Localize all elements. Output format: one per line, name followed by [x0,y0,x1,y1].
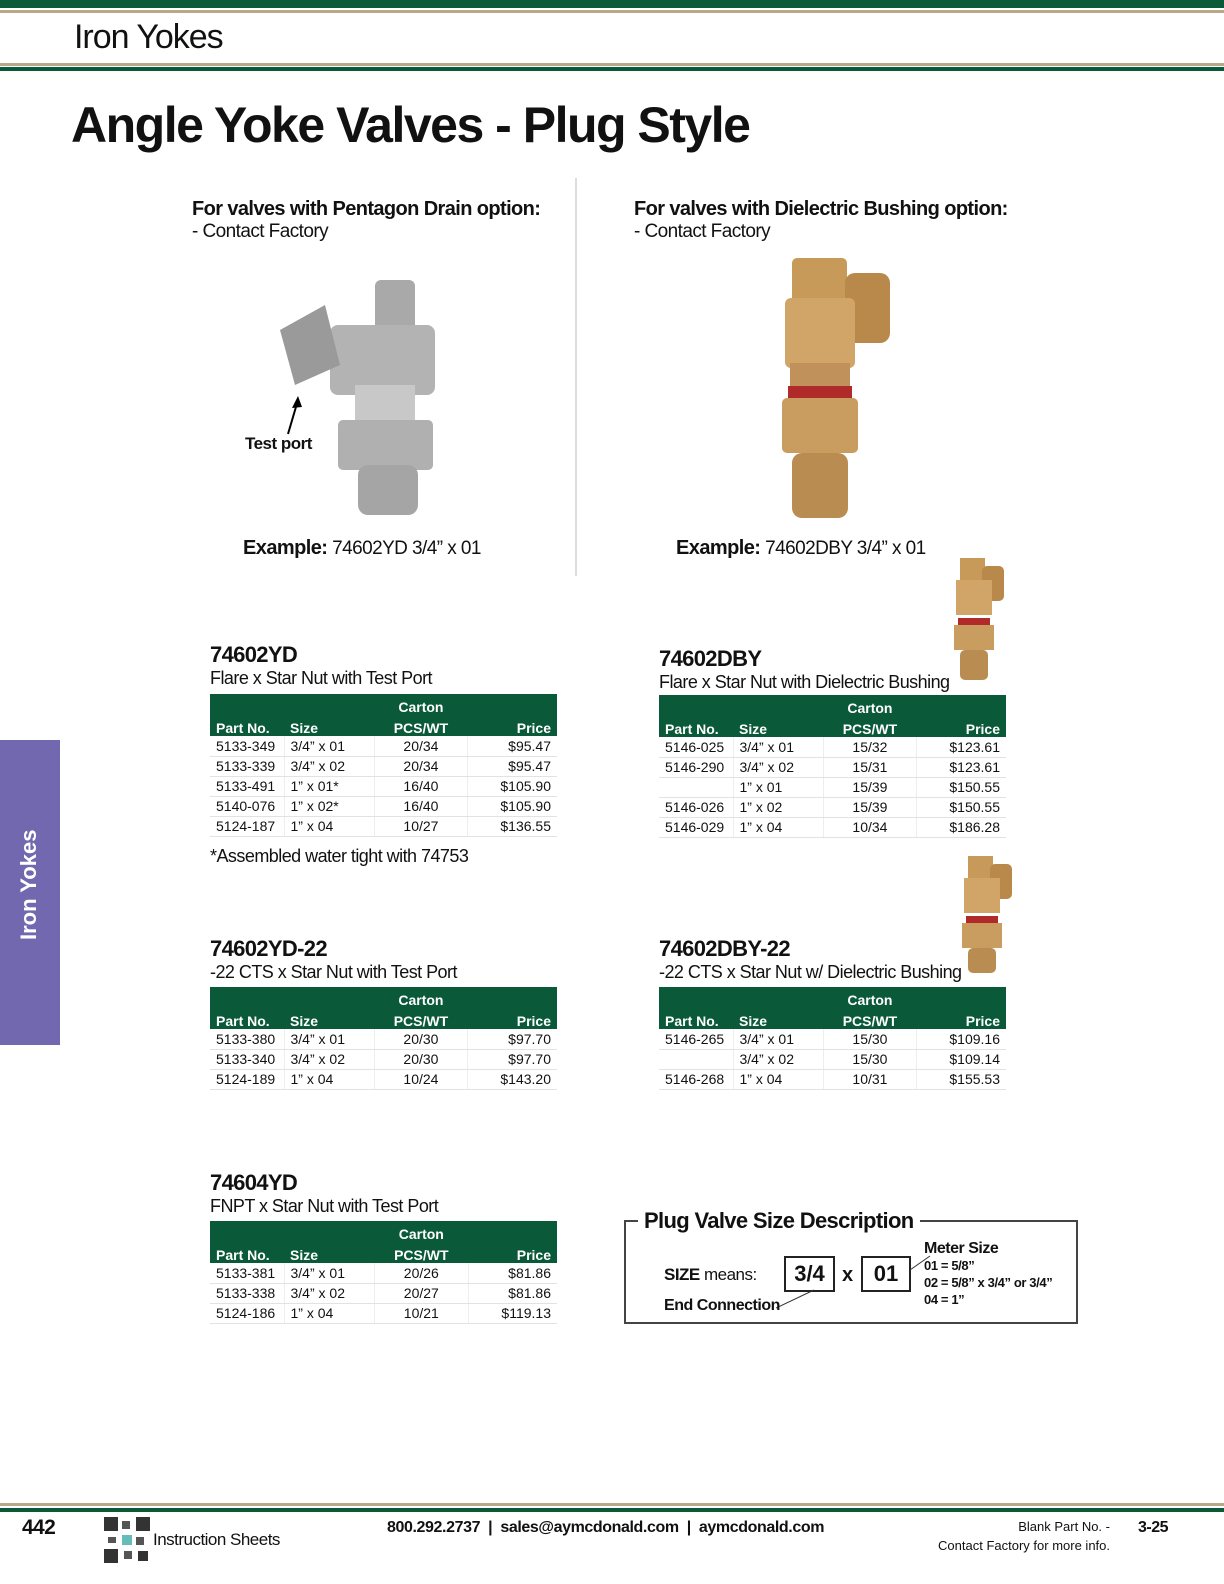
size-description-title: Plug Valve Size Description [638,1208,920,1234]
col-part-no: Part No. [659,716,733,737]
table-row [210,776,557,796]
table-header-row [659,1008,1006,1029]
table-row [659,737,1006,757]
carton-cell: 20/34 [374,756,468,776]
side-tab [0,740,60,1045]
part-number-cell: 5133-339 [210,756,284,776]
top-rule-tan [0,10,1224,13]
col-carton: PCS/WT [374,1008,468,1029]
carton-cell: 20/26 [374,1263,469,1283]
col-size: Size [733,1008,823,1029]
part-number-cell: 5140-076 [210,796,284,816]
test-port-label: Test port [245,434,312,453]
blank-part-note [885,1517,1110,1555]
part-number-cell: 5124-187 [210,816,284,836]
part-number-cell [659,1049,733,1069]
carton-cell: 16/40 [374,776,468,796]
table-row [210,796,557,816]
carton-cell: 10/21 [374,1303,469,1323]
qr-code-icon[interactable] [104,1517,150,1563]
table-row [210,1303,557,1323]
col-carton: PCS/WT [374,715,468,736]
size-cell: 3/4” x 02 [284,1049,374,1069]
price-cell: $123.61 [917,757,1006,777]
size-cell: 3/4” x 01 [284,736,374,756]
end-connection-leader [776,1288,816,1310]
price-cell: $136.55 [468,816,557,836]
page-number: 442 [22,1516,56,1539]
col-carton: PCS/WT [823,1008,917,1029]
size-means: SIZE means: [664,1265,757,1284]
size-cell: 3/4” x 02 [284,756,374,776]
carton-cell: 15/31 [823,757,917,777]
part-number-cell: 5133-381 [210,1263,284,1283]
meter-size-legend: Meter Size 01 = 5/8” 02 = 5/8” x 3/4” or 3/4” 04 = 1” [924,1240,1053,1307]
product-heading [659,646,950,693]
example-pentagon: Example: 74602YD 3/4” x 01 [243,537,481,559]
option-dielectric: For valves with Dielectric Bushing option: - Contact Factory [634,198,1008,242]
col-price: Price [917,1008,1006,1029]
col-part-no: Part No. [210,715,284,736]
table-row [210,1029,557,1049]
product-sku: 74602YD [210,642,298,667]
product-description: -22 CTS x Star Nut w/ Dielectric Bushing [659,962,962,982]
col-price: Price [917,716,1006,737]
col-size: Size [284,1242,374,1263]
part-number-cell: 5133-349 [210,736,284,756]
col-price: Price [468,715,557,736]
product-description: -22 CTS x Star Nut with Test Port [210,962,457,982]
carton-cell: 20/30 [374,1029,468,1049]
price-table [659,695,1006,838]
carton-cell: 20/27 [374,1283,469,1303]
col-part-no: Part No. [210,1008,284,1029]
table-row [210,736,557,756]
price-cell: $81.86 [469,1263,557,1283]
option-pentagon: For valves with Pentagon Drain option: - Contact Factory [192,198,541,242]
blank-part-line-1: Blank Part No. - [1018,1519,1110,1534]
price-cell: $109.14 [917,1049,1006,1069]
product-sku: 74602YD-22 [210,936,327,961]
carton-cell: 15/32 [823,737,917,757]
size-cell: 1” x 04 [733,817,823,837]
table-header-row [210,1221,557,1242]
size-cell: 1” x 04 [284,1069,374,1089]
product-heading [659,936,962,983]
col-carton-top: Carton [823,695,917,716]
table-row [210,1263,557,1283]
test-port-arrow-icon [284,396,304,436]
end-connection-box: 3/4 [784,1256,835,1292]
contact-info: 800.292.2737 | sales@aymcdonald.com | aymcdonald.com [387,1519,825,1536]
brass-valve-thumb-22 [958,856,1018,976]
table-row [210,816,557,836]
product-description: FNPT x Star Nut with Test Port [210,1196,439,1216]
price-cell: $186.28 [917,817,1006,837]
part-number-cell: 5146-029 [659,817,733,837]
col-part-no: Part No. [210,1242,284,1263]
part-number-cell: 5146-290 [659,757,733,777]
col-carton: PCS/WT [374,1242,469,1263]
col-carton-top: Carton [374,987,468,1008]
table-header-row [210,1242,557,1263]
price-table [210,987,557,1090]
table-header-row [659,987,1006,1008]
price-table [210,1221,557,1324]
table-header-row [659,695,1006,716]
table-row [659,1029,1006,1049]
carton-cell: 10/24 [374,1069,468,1089]
carton-cell: 15/39 [823,777,917,797]
col-size: Size [733,716,823,737]
part-number-cell [659,777,733,797]
product-heading [210,1170,438,1217]
price-cell: $109.16 [917,1029,1006,1049]
table-row [659,1049,1006,1069]
size-cell: 1” x 01 [733,777,823,797]
price-table [659,987,1006,1090]
col-carton: PCS/WT [823,716,917,737]
col-carton-top: Carton [374,1221,469,1242]
header-rule-tan [0,63,1224,66]
product-sku: 74604YD [210,1170,298,1195]
carton-cell: 16/40 [374,796,468,816]
col-carton-top: Carton [374,694,468,715]
product-heading [210,642,432,689]
part-number-cell: 5133-491 [210,776,284,796]
table-row [210,756,557,776]
product-sku: 74602DBY-22 [659,936,790,961]
table-row [210,1069,557,1089]
table-row [210,1283,557,1303]
col-size: Size [284,715,374,736]
price-cell: $105.90 [468,796,557,816]
price-cell: $119.13 [469,1303,557,1323]
size-cell: 3/4” x 02 [284,1283,374,1303]
carton-cell: 15/39 [823,797,917,817]
side-tab-label: Iron Yokes [16,829,41,940]
price-cell: $123.61 [917,737,1006,757]
times-sign: x [842,1264,854,1286]
carton-cell: 20/30 [374,1049,468,1069]
part-number-cell: 5146-025 [659,737,733,757]
size-cell: 3/4” x 01 [284,1263,374,1283]
carton-cell: 15/30 [823,1049,917,1069]
price-cell: $143.20 [468,1069,557,1089]
column-divider [575,178,577,576]
carton-cell: 20/34 [374,736,468,756]
carton-cell: 15/30 [823,1029,917,1049]
table-row [659,817,1006,837]
footer-rule [0,1508,1224,1512]
top-rule [0,0,1224,8]
table-header-row [210,715,557,736]
product-sku: 74602DBY [659,646,762,671]
size-cell: 1” x 01* [284,776,374,796]
part-number-cell: 5133-338 [210,1283,284,1303]
price-cell: $95.47 [468,736,557,756]
table-row [659,1069,1006,1089]
size-cell: 1” x 02 [733,797,823,817]
brass-valve-thumb [950,558,1010,683]
size-cell: 3/4” x 01 [284,1029,374,1049]
table-header-row [210,987,557,1008]
header-rule [0,67,1224,71]
brass-valve-image [770,258,900,523]
product-heading [210,936,457,983]
price-cell: $97.70 [468,1049,557,1069]
meter-size-box: 01 [861,1256,911,1292]
part-number-cell: 5124-189 [210,1069,284,1089]
product-description: Flare x Star Nut with Test Port [210,668,433,688]
size-cell: 3/4” x 02 [733,1049,823,1069]
instruction-sheets-link[interactable]: Instruction Sheets [153,1530,280,1549]
part-number-cell: 5124-186 [210,1303,284,1323]
price-cell: $150.55 [917,777,1006,797]
price-table [210,694,557,837]
footer-rule-tan [0,1503,1224,1506]
size-cell: 1” x 04 [733,1069,823,1089]
footnote: *Assembled water tight with 74753 [210,846,469,866]
blank-part-line-2: Contact Factory for more info. [938,1538,1110,1553]
table-row [659,777,1006,797]
example-dielectric: Example: 74602DBY 3/4” x 01 [676,537,926,559]
price-cell: $105.90 [468,776,557,796]
size-cell: 3/4” x 01 [733,737,823,757]
col-price: Price [468,1008,557,1029]
table-row [210,1049,557,1069]
col-part-no: Part No. [659,1008,733,1029]
price-cell: $150.55 [917,797,1006,817]
product-description: Flare x Star Nut with Dielectric Bushing [659,672,950,692]
price-cell: $95.47 [468,756,557,776]
table-header-row [210,694,557,715]
carton-cell: 10/31 [823,1069,917,1089]
part-number-cell: 5146-265 [659,1029,733,1049]
table-row [659,757,1006,777]
price-cell: $97.70 [468,1029,557,1049]
size-cell: 3/4” x 02 [733,757,823,777]
size-cell: 3/4” x 01 [733,1029,823,1049]
size-cell: 1” x 04 [284,1303,374,1323]
part-number-cell: 5146-026 [659,797,733,817]
size-cell: 1” x 04 [284,816,374,836]
revision-date: 3-25 [1138,1519,1169,1536]
price-cell: $155.53 [917,1069,1006,1089]
carton-cell: 10/27 [374,816,468,836]
table-header-row [659,716,1006,737]
carton-cell: 10/34 [823,817,917,837]
section-header: Iron Yokes [74,18,223,56]
part-number-cell: 5133-340 [210,1049,284,1069]
end-connection-label: End Connection [664,1297,780,1314]
table-header-row [210,1008,557,1029]
col-price: Price [469,1242,557,1263]
part-number-cell: 5133-380 [210,1029,284,1049]
part-number-cell: 5146-268 [659,1069,733,1089]
table-row [659,797,1006,817]
price-cell: $81.86 [469,1283,557,1303]
page-title: Angle Yoke Valves - Plug Style [71,97,750,153]
col-carton-top: Carton [823,987,917,1008]
size-cell: 1” x 02* [284,796,374,816]
col-size: Size [284,1008,374,1029]
